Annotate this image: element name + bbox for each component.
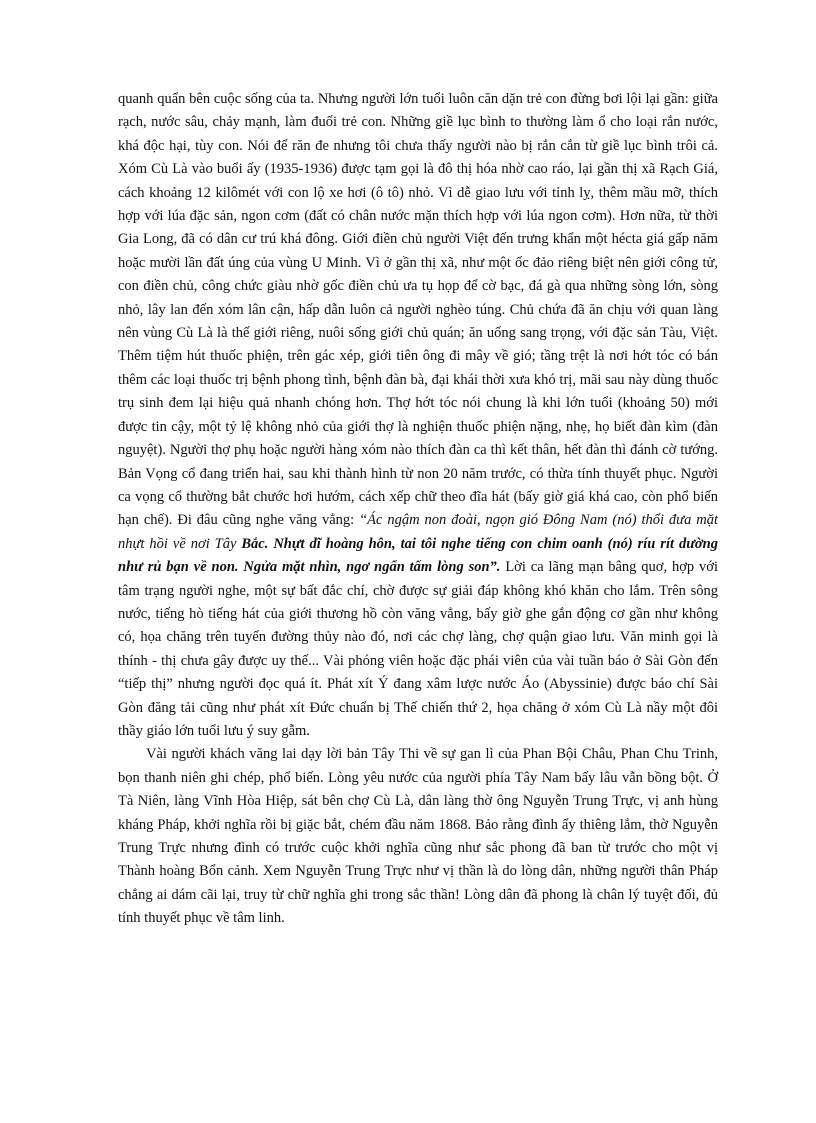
paragraph-1 bbox=[118, 88, 718, 743]
paragraph-1-text-b: Lời ca lãng mạn bâng quơ, hợp với tâm trạng người nghe, một sự bất đắc chí, chờ được sự giải đáp không khó khăn cho lắm. Trên sông nước, tiếng hò tiếng hát của giới thương hồ còn văng vẳng, bấy giờ ghe gắn động cơ gần như không có, họa chăng trên tuyến đường thủy nào đó, nơi các chợ làng, chợ quận giao lưu. Văn minh gọi là thính - thị chưa gây được uy thế... Vài phóng viên hoặc đặc phái viên của vài tuần báo ở Sài Gòn đến “tiếp thị” nhưng người đọc quá ít. Phát xít Ý đang xâm lược nước Áo (Abyssinie) được báo chí Sài Gòn đăng tải cũng như phát xít Đức chuẩn bị Thế chiến thứ 2, họa chăng ở xóm Cù Là nầy một đôi thầy giáo lớn tuổi lưu ý suy gẫm. bbox=[118, 559, 718, 739]
paragraph-2: Vài người khách văng lai dạy lời bản Tây Thi về sự gan lì của Phan Bội Châu, Phan Chu Trinh, bọn thanh niên ghi chép, phổ biến. Lòng yêu nước của người phía Tây Nam bấy lâu vẫn bồng bột. Ở Tà Niên, làng Vĩnh Hòa Hiệp, sát bên chợ Cù Là, dân làng thờ ông Nguyễn Trung Trực, vị anh hùng kháng Pháp, khởi nghĩa rồi bị giặc bắt, chém đầu năm 1868. Bảo rằng đình ấy thiêng lắm, thờ Nguyễn Trung Trực nhưng đình có trước cuộc khởi nghĩa cũng như sắc phong đã ban từ trước cho một vị Thành hoàng Bổn cảnh. Xem Nguyễn Trung Trực như vị thần là do lòng dân, những người thân Pháp chẳng ai dám cãi lại, truy từ chữ nghĩa ghi trong sắc thần! Lòng dân đã phong là chân lý tuyệt đối, đủ tính thuyết phục về tâm linh. bbox=[118, 746, 718, 927]
song-lyric-quote-line-1: “Ác ngậm non đoài, ngọn gió Đông Nam (nó) thổi đưa mặt nhựt hồi về nơi Tây bbox=[118, 512, 719, 552]
song-lyric-quote-line-2: Bắc. Nhựt dĩ hoàng hôn, tai tôi nghe tiếng con chim oanh (nó) ríu rít dường như rủ bạn về non. Ngửa mặt nhìn, ngơ ngẩn tấm lòng son”. bbox=[118, 535, 718, 576]
paragraph-1-text-a: quanh quẩn bên cuộc sống của ta. Nhưng người lớn tuổi luôn căn dặn trẻ con đừng bơi lội lại gần: giữa rạch, nước sâu, chảy mạnh, làm đuối trẻ con. Những giề lục bình to thường làm ổ cho loại rắn nước, khá độc hại, tùy con. Nói để răn đe nhưng tôi chưa thấy người nào bị rắn cắn từ giề lục bình trôi cả. Xóm Cù Là vào buổi ấy (1935-1936) được tạm gọi là đô thị hóa nhờ cao ráo, lại gần thị xã Rạch Giá, cách khoảng 12 kilômét với con lộ xe hơi (ô tô) nhỏ. Vì dễ giao lưu với tỉnh lỵ, thêm mầu mỡ, thích hợp với lúa đặc sản, ngon cơm (đất có chân nước mặn thích hợp với lúa ngon cơm). Hơn nữa, từ thời Gia Long, đã có dân cư trú khá đông. Giới điền chủ người Việt đến trưng khẩn một hécta giá gấp năm hoặc mười lần đất úng của vùng U Minh. Vì ở gần thị xã, như một ốc đảo riêng biệt nên giới công tử, con điền chủ, công chức giàu nhờ gốc điền chủ ưa tụ họp để cờ bạc, đá gà qua những sòng lớn, sòng nhỏ, lây lan đến xóm lân cận, hấp dẫn luôn cả người nghèo túng. Chủ chứa đã ăn chịu với quan làng nên vùng Cù Là là thế giới riêng, nuôi sống giới chủ quán; ăn uống sang trọng, với đặc sản Tàu, Việt. Thêm tiệm hút thuốc phiện, trên gác xép, giới tiên ông đi mây về gió; tầng trệt là nơi hớt tóc có bán thêm các loại thuốc trị bệnh phong tình, bệnh đàn bà, đại khái thời xưa khó trị, mãi sau này dùng thuốc trụ sinh đem lại hiệu quả nhanh chóng hơn. Thợ hớt tóc nói chung là khi lớn tuổi (khoảng 50) mới được tin cậy, một tỷ lệ không nhỏ của giới thợ là nghiện thuốc phiện nặng, nhẹ, họ biết đàn kìm (đàn nguyệt). Người thợ phụ hoặc người hàng xóm nào thích đàn ca thì kết thân, hết đàn thì đánh cờ tướng. Bản Vọng cổ đang triển hai, sau khi thành hình từ non 20 năm trước, có thừa tính thuyết phục. Người ca vọng cổ thường bắt chước hơi hướm, cách xếp chữ theo đĩa hát (bấy giờ giá khá cao, còn phổ biến hạn chế). Đi đâu cũng nghe văng vẳng: bbox=[118, 91, 718, 529]
document-page bbox=[118, 88, 718, 931]
